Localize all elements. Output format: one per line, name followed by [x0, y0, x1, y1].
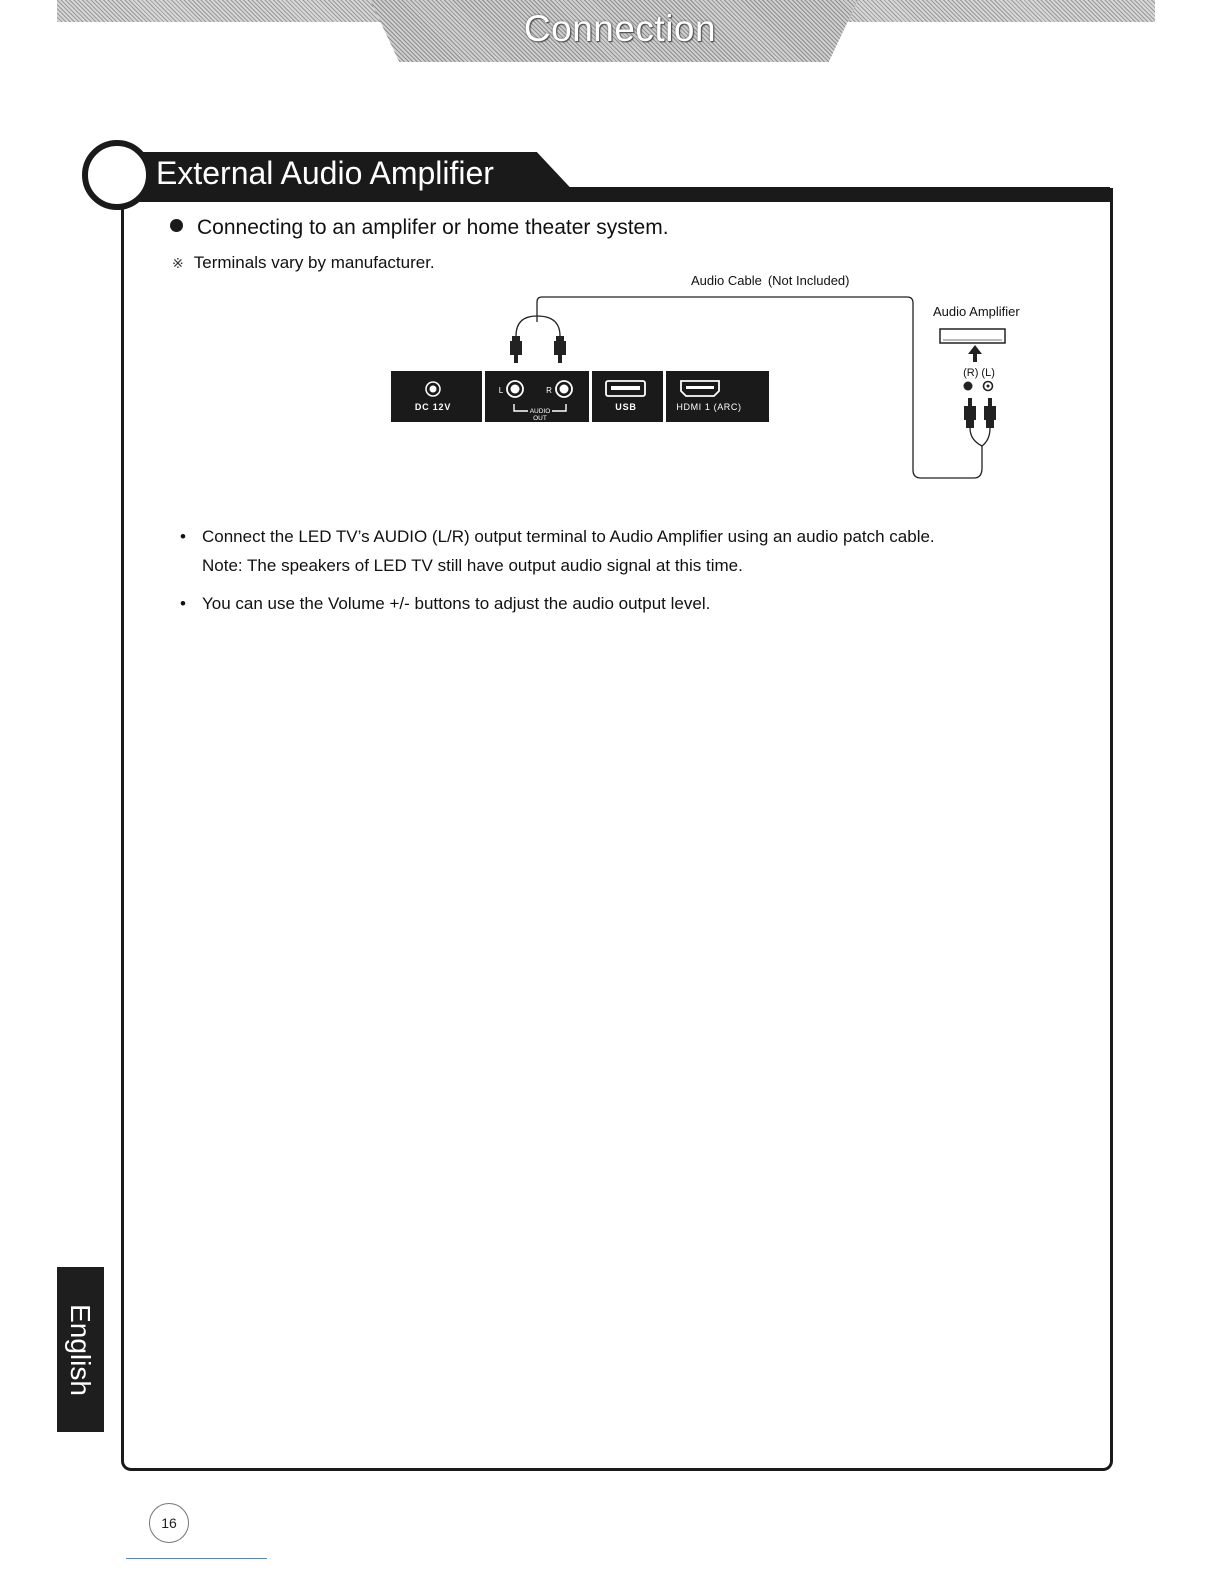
- amplifier-label: Audio Amplifier: [933, 304, 1020, 319]
- rca-plug-right-icon: [554, 336, 566, 363]
- instruction-list: [180, 522, 935, 618]
- port-dc: [391, 371, 482, 422]
- language-label: English: [65, 1304, 96, 1396]
- audio-bottom-label: OUT: [533, 415, 547, 422]
- list-item: [180, 522, 935, 580]
- cable-split-amp: [970, 428, 990, 446]
- instruction-text: • Connect the LED TV’s AUDIO (L/R) output terminal to Audio Amplifier using an audio patch cable.: [202, 527, 935, 546]
- note-text: Terminals vary by manufacturer.: [193, 253, 435, 272]
- rca-plug-left-icon: [510, 336, 522, 363]
- amplifier-device-icon: [940, 329, 1005, 343]
- cable-split-tv: [516, 316, 560, 336]
- page-number: 16: [149, 1503, 189, 1543]
- audio-l-label: L: [498, 386, 504, 395]
- tv-port-panel: [391, 371, 769, 422]
- list-item: [180, 589, 935, 618]
- instruction-note: Note: The speakers of LED TV still have output audio signal at this time.: [202, 556, 743, 575]
- instruction-text: • You can use the Volume +/- buttons to adjust the audio output level.: [202, 594, 711, 613]
- hdmi-label: HDMI 1 (ARC): [676, 402, 742, 412]
- dc-label: DC 12V: [414, 402, 452, 412]
- audio-r-label: R: [546, 386, 552, 395]
- arrow-up-icon: [968, 345, 982, 362]
- cable-label: Audio Cable (Not Included): [691, 273, 850, 288]
- port-hdmi: [666, 371, 769, 422]
- connection-diagram: [0, 0, 1224, 520]
- amp-plug-left-icon: [964, 398, 976, 428]
- page-title: Connection: [523, 8, 717, 49]
- amp-r-jack-icon: [964, 382, 973, 391]
- audio-top-label: AUDIO: [529, 408, 551, 415]
- usb-label: USB: [615, 402, 637, 412]
- amp-channels-label: (R) (L): [963, 367, 995, 379]
- amp-plug-right-icon: [984, 398, 996, 428]
- note-symbol: ※: [172, 255, 184, 271]
- section-title: External Audio Amplifier: [156, 155, 494, 191]
- footer-line: [126, 1558, 267, 1559]
- lead-text: Connecting to an amplifer or home theater system.: [197, 216, 669, 239]
